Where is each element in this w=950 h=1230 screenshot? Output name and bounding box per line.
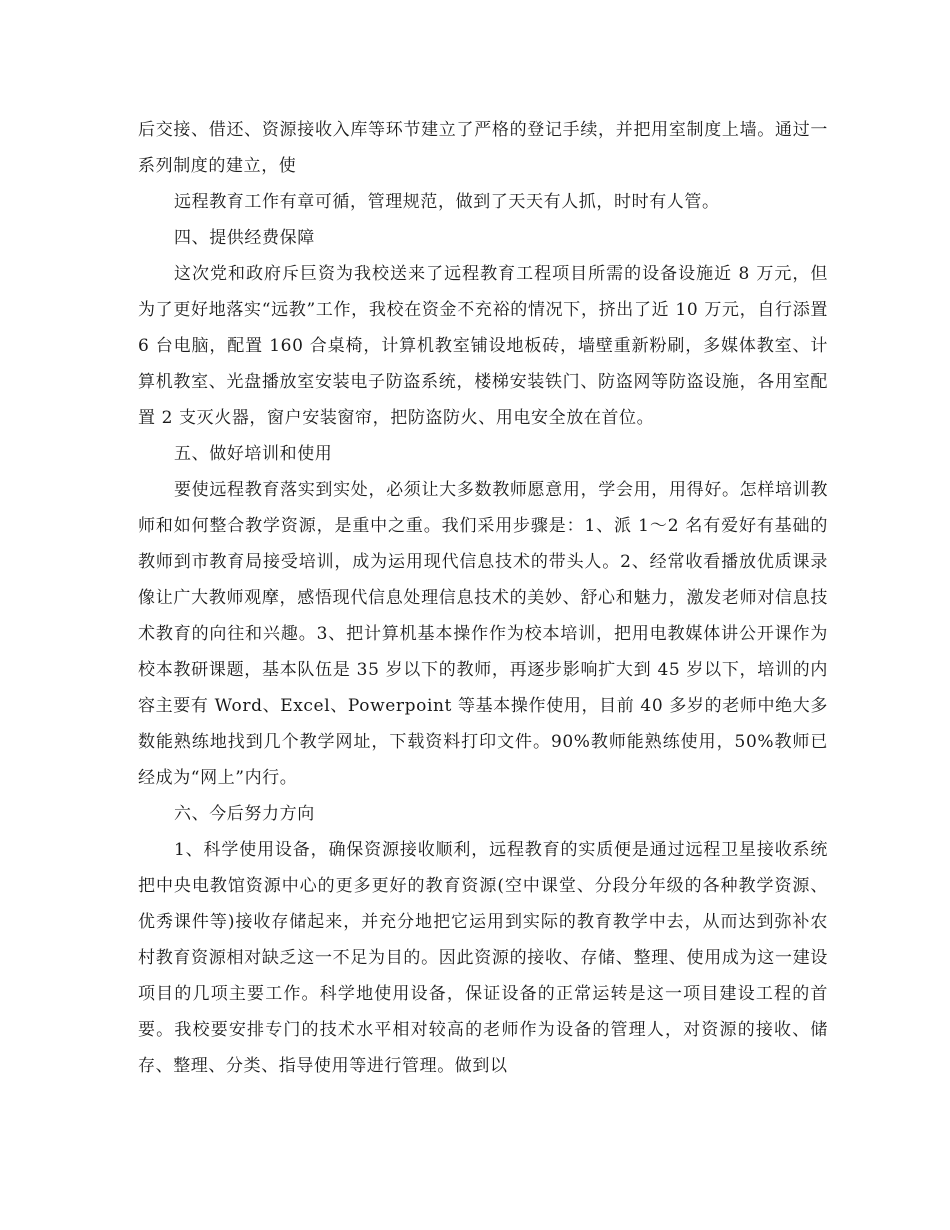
- paragraph-future: 1、科学使用设备，确保资源接收顺利，远程教育的实质便是通过远程卫星接收系统把中央电教馆资源中心的更多更好的教育资源(空中课堂、分段分年级的各种教学资源、优秀课件等)接收存储起来，并充分地把它运用到实际的教育教学中去，从而达到弥补农村教育资源相对缺乏这一不足为目的。因此资源的接收、存储、整理、使用成为这一建设项目的几项主要工作。科学地使用设备，保证设备的正常运转是这一项目建设工程的首要。我校要安排专门的技术水平相对较高的老师作为设备的管理人，对资源的接收、储存、整理、分类、指导使用等进行管理。做到以: [138, 840, 828, 1076]
- paragraph-registration: 后交接、借还、资源接收入库等环节建立了严格的登记手续，并把用室制度上墙。通过一系列制度的建立，使: [138, 120, 828, 176]
- paragraph-training: 要使远程教育落实到实处，必须让大多数教师愿意用，学会用，用得好。怎样培训教师和如何整合教学资源，是重中之重。我们采用步骤是：1、派 1～2 名有爱好有基础的教师到市教育局接受培训，成为运用现代信息技术的带头人。2、经常收看播放优质课录像让广大教师观摩，感悟现代信息处理信息技术的美妙、舒心和魅力，激发老师对信息技术教育的向往和兴趣。3、把计算机基本操作作为校本培训，把用电教媒体讲公开课作为校本教研课题，基本队伍是 35 岁以下的教师，再逐步影响扩大到 45 岁以下，培训的内容主要有 Word、Excel、Powerpoint 等基本操作使用，目前 40 多岁的老师中绝大多数能熟练地找到几个教学网址，下载资料打印文件。90%教师能熟练使用，50%教师已经成为“网上”内行。: [138, 480, 828, 788]
- paragraph-management: 远程教育工作有章可循，管理规范，做到了天天有人抓，时时有人管。: [174, 192, 720, 212]
- section-heading-training: 五、做好培训和使用: [174, 444, 333, 464]
- document-body: [138, 112, 828, 1084]
- paragraph-funding: 这次党和政府斥巨资为我校送来了远程教育工程项目所需的设备设施近 8 万元，但为了更好地落实“远教”工作，我校在资金不充裕的情况下，挤出了近 10 万元，自行添置 6 台电脑，配置 160 合桌椅，计算机教室铺设地板砖，墙壁重新粉刷，多媒体教室、计算机教室、光盘播放室安装电子防盗系统，楼梯安装铁门、防盗网等防盗设施，各用室配置 2 支灭火器，窗户安装窗帘，把防盗防火、用电安全放在首位。: [138, 264, 828, 428]
- section-heading-future: 六、今后努力方向: [174, 804, 315, 824]
- section-heading-funding: 四、提供经费保障: [174, 228, 315, 248]
